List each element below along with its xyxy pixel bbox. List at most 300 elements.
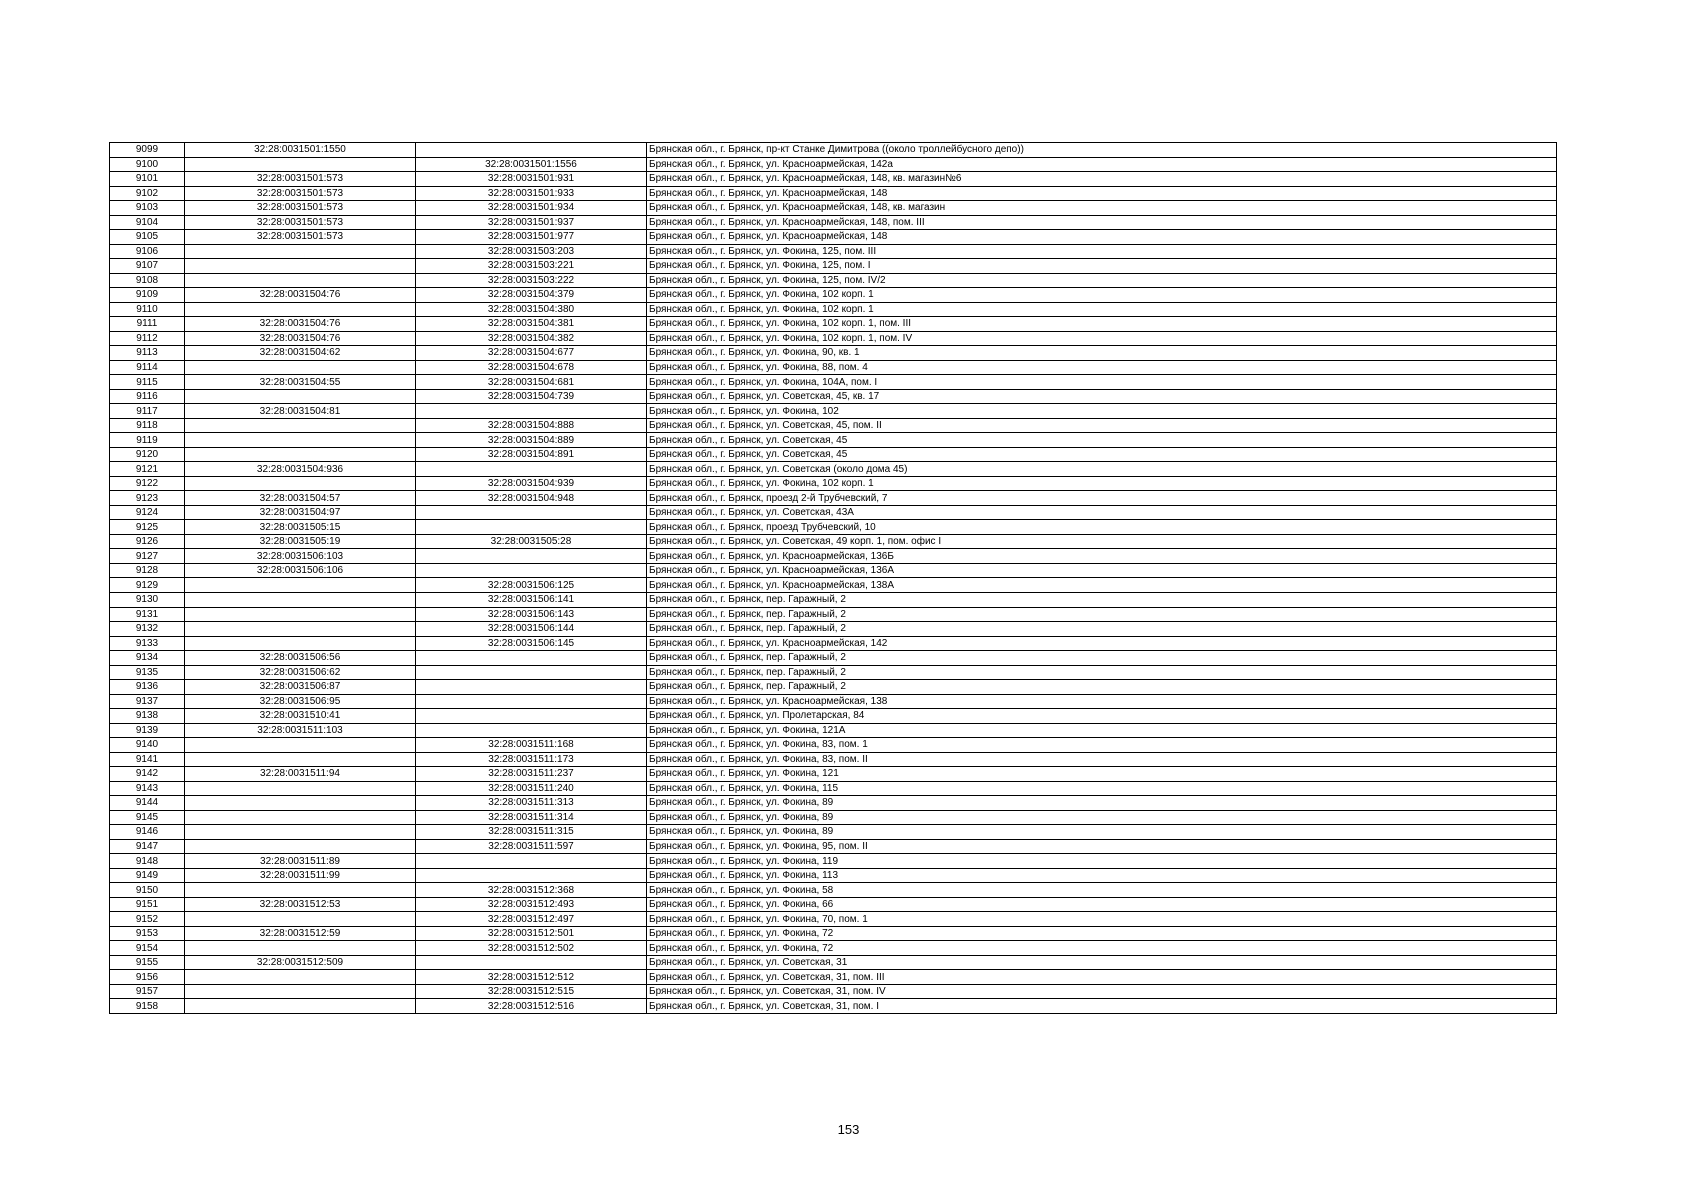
object-cadastral-number-cell: 32:28:0031504:939 <box>416 476 647 491</box>
address-cell: Брянская обл., г. Брянск, ул. Красноармейская, 138А <box>647 578 1557 593</box>
address-cell: Брянская обл., г. Брянск, ул. Фокина, 115 <box>647 781 1557 796</box>
object-cadastral-number-cell: 32:28:0031511:237 <box>416 767 647 782</box>
object-cadastral-number-cell: 32:28:0031504:891 <box>416 447 647 462</box>
table-row <box>110 331 1557 346</box>
object-cadastral-number-cell: 32:28:0031511:313 <box>416 796 647 811</box>
row-number-cell: 9100 <box>110 157 185 172</box>
table-row <box>110 433 1557 448</box>
cadastral-number-cell: 32:28:0031506:62 <box>185 665 416 680</box>
cadastral-number-cell: 32:28:0031504:76 <box>185 288 416 303</box>
object-cadastral-number-cell: 32:28:0031511:597 <box>416 839 647 854</box>
cadastral-number-cell: 32:28:0031501:573 <box>185 172 416 187</box>
object-cadastral-number-cell: 32:28:0031506:145 <box>416 636 647 651</box>
address-cell: Брянская обл., г. Брянск, ул. Советская, 45 <box>647 433 1557 448</box>
table-row <box>110 302 1557 317</box>
object-cadastral-number-cell: 32:28:0031512:497 <box>416 912 647 927</box>
row-number-cell: 9143 <box>110 781 185 796</box>
cadastral-number-cell <box>185 883 416 898</box>
row-number-cell: 9132 <box>110 622 185 637</box>
table-row <box>110 418 1557 433</box>
cadastral-number-cell: 32:28:0031512:59 <box>185 926 416 941</box>
row-number-cell: 9103 <box>110 201 185 216</box>
cadastral-number-cell <box>185 476 416 491</box>
row-number-cell: 9156 <box>110 970 185 985</box>
object-cadastral-number-cell: 32:28:0031504:677 <box>416 346 647 361</box>
cadastral-number-cell: 32:28:0031511:99 <box>185 868 416 883</box>
table-row <box>110 839 1557 854</box>
table-row <box>110 520 1557 535</box>
object-cadastral-number-cell: 32:28:0031512:516 <box>416 999 647 1014</box>
address-cell: Брянская обл., г. Брянск, ул. Фокина, 125, пом. IV/2 <box>647 273 1557 288</box>
address-cell: Брянская обл., г. Брянск, пер. Гаражный, 2 <box>647 607 1557 622</box>
table-row <box>110 810 1557 825</box>
table-row <box>110 694 1557 709</box>
cadastral-number-cell <box>185 433 416 448</box>
row-number-cell: 9133 <box>110 636 185 651</box>
object-cadastral-number-cell <box>416 723 647 738</box>
object-cadastral-number-cell <box>416 680 647 695</box>
cadastral-number-cell <box>185 607 416 622</box>
address-cell: Брянская обл., г. Брянск, ул. Советская, 49 корп. 1, пом. офис I <box>647 534 1557 549</box>
table-row <box>110 389 1557 404</box>
table-row <box>110 723 1557 738</box>
row-number-cell: 9144 <box>110 796 185 811</box>
address-cell: Брянская обл., г. Брянск, ул. Фокина, 102 корп. 1 <box>647 476 1557 491</box>
table-row <box>110 404 1557 419</box>
row-number-cell: 9129 <box>110 578 185 593</box>
object-cadastral-number-cell: 32:28:0031511:315 <box>416 825 647 840</box>
table-row <box>110 476 1557 491</box>
table-row <box>110 317 1557 332</box>
address-cell: Брянская обл., г. Брянск, пер. Гаражный, 2 <box>647 622 1557 637</box>
object-cadastral-number-cell: 32:28:0031504:382 <box>416 331 647 346</box>
object-cadastral-number-cell: 32:28:0031504:380 <box>416 302 647 317</box>
object-cadastral-number-cell: 32:28:0031501:1556 <box>416 157 647 172</box>
object-cadastral-number-cell <box>416 709 647 724</box>
address-cell: Брянская обл., г. Брянск, ул. Фокина, 66 <box>647 897 1557 912</box>
table-row <box>110 462 1557 477</box>
row-number-cell: 9141 <box>110 752 185 767</box>
cadastral-number-cell <box>185 912 416 927</box>
object-cadastral-number-cell: 32:28:0031501:977 <box>416 230 647 245</box>
object-cadastral-number-cell: 32:28:0031506:125 <box>416 578 647 593</box>
table-row <box>110 709 1557 724</box>
table-row <box>110 259 1557 274</box>
row-number-cell: 9102 <box>110 186 185 201</box>
cadastral-number-cell <box>185 244 416 259</box>
object-cadastral-number-cell: 32:28:0031512:368 <box>416 883 647 898</box>
row-number-cell: 9116 <box>110 389 185 404</box>
object-cadastral-number-cell <box>416 505 647 520</box>
table-row <box>110 897 1557 912</box>
cadastral-number-cell: 32:28:0031506:106 <box>185 563 416 578</box>
address-cell: Брянская обл., г. Брянск, проезд Трубчевский, 10 <box>647 520 1557 535</box>
cadastral-number-cell <box>185 810 416 825</box>
row-number-cell: 9150 <box>110 883 185 898</box>
address-cell: Брянская обл., г. Брянск, проезд 2-й Трубчевский, 7 <box>647 491 1557 506</box>
table-row <box>110 563 1557 578</box>
cadastral-number-cell: 32:28:0031510:41 <box>185 709 416 724</box>
address-cell: Брянская обл., г. Брянск, ул. Советская, 43А <box>647 505 1557 520</box>
address-cell: Брянская обл., г. Брянск, ул. Фокина, 70, пом. 1 <box>647 912 1557 927</box>
cadastral-number-cell: 32:28:0031501:573 <box>185 201 416 216</box>
table-row <box>110 186 1557 201</box>
object-cadastral-number-cell: 32:28:0031504:948 <box>416 491 647 506</box>
row-number-cell: 9155 <box>110 955 185 970</box>
row-number-cell: 9123 <box>110 491 185 506</box>
address-cell: Брянская обл., г. Брянск, ул. Фокина, 125, пом. I <box>647 259 1557 274</box>
cadastral-number-cell <box>185 984 416 999</box>
row-number-cell: 9130 <box>110 592 185 607</box>
address-cell: Брянская обл., г. Брянск, ул. Красноармейская, 138 <box>647 694 1557 709</box>
row-number-cell: 9137 <box>110 694 185 709</box>
row-number-cell: 9149 <box>110 868 185 883</box>
address-cell: Брянская обл., г. Брянск, ул. Красноармейская, 148, кв. магазин <box>647 201 1557 216</box>
row-number-cell: 9152 <box>110 912 185 927</box>
row-number-cell: 9139 <box>110 723 185 738</box>
row-number-cell: 9131 <box>110 607 185 622</box>
cadastral-number-cell <box>185 592 416 607</box>
address-cell: Брянская обл., г. Брянск, ул. Красноармейская, 148, пом. III <box>647 215 1557 230</box>
row-number-cell: 9151 <box>110 897 185 912</box>
row-number-cell: 9113 <box>110 346 185 361</box>
object-cadastral-number-cell <box>416 563 647 578</box>
cadastral-number-cell: 32:28:0031501:573 <box>185 186 416 201</box>
address-cell: Брянская обл., г. Брянск, ул. Советская, 45, пом. II <box>647 418 1557 433</box>
object-cadastral-number-cell: 32:28:0031504:888 <box>416 418 647 433</box>
cadastral-number-cell: 32:28:0031504:81 <box>185 404 416 419</box>
row-number-cell: 9111 <box>110 317 185 332</box>
object-cadastral-number-cell: 32:28:0031512:502 <box>416 941 647 956</box>
table-row <box>110 651 1557 666</box>
address-cell: Брянская обл., г. Брянск, ул. Красноармейская, 142 <box>647 636 1557 651</box>
table-row <box>110 926 1557 941</box>
address-cell: Брянская обл., г. Брянск, ул. Фокина, 104А, пом. I <box>647 375 1557 390</box>
address-cell: Брянская обл., г. Брянск, ул. Красноармейская, 142а <box>647 157 1557 172</box>
row-number-cell: 9127 <box>110 549 185 564</box>
object-cadastral-number-cell: 32:28:0031511:173 <box>416 752 647 767</box>
table-row <box>110 491 1557 506</box>
object-cadastral-number-cell: 32:28:0031504:678 <box>416 360 647 375</box>
table-row <box>110 273 1557 288</box>
object-cadastral-number-cell: 32:28:0031512:515 <box>416 984 647 999</box>
address-cell: Брянская обл., г. Брянск, ул. Фокина, 121 <box>647 767 1557 782</box>
object-cadastral-number-cell: 32:28:0031512:501 <box>416 926 647 941</box>
table-row <box>110 201 1557 216</box>
cadastral-number-cell: 32:28:0031504:76 <box>185 331 416 346</box>
row-number-cell: 9138 <box>110 709 185 724</box>
cadastral-number-cell: 32:28:0031504:55 <box>185 375 416 390</box>
cadastral-number-cell <box>185 738 416 753</box>
object-cadastral-number-cell: 32:28:0031511:168 <box>416 738 647 753</box>
table-row <box>110 665 1557 680</box>
address-cell: Брянская обл., г. Брянск, ул. Советская, 45, кв. 17 <box>647 389 1557 404</box>
cadastral-number-cell: 32:28:0031501:1550 <box>185 143 416 158</box>
row-number-cell: 9140 <box>110 738 185 753</box>
address-cell: Брянская обл., г. Брянск, ул. Фокина, 102 корп. 1 <box>647 288 1557 303</box>
table-row <box>110 607 1557 622</box>
cadastral-number-cell: 32:28:0031511:103 <box>185 723 416 738</box>
table-row <box>110 230 1557 245</box>
row-number-cell: 9107 <box>110 259 185 274</box>
cadastral-number-cell <box>185 796 416 811</box>
row-number-cell: 9126 <box>110 534 185 549</box>
row-number-cell: 9142 <box>110 767 185 782</box>
registry-table-body <box>110 143 1557 1014</box>
address-cell: Брянская обл., г. Брянск, ул. Пролетарская, 84 <box>647 709 1557 724</box>
row-number-cell: 9117 <box>110 404 185 419</box>
address-cell: Брянская обл., г. Брянск, пер. Гаражный, 2 <box>647 592 1557 607</box>
address-cell: Брянская обл., г. Брянск, ул. Фокина, 125, пом. III <box>647 244 1557 259</box>
table-row <box>110 143 1557 158</box>
address-cell: Брянская обл., г. Брянск, ул. Фокина, 89 <box>647 825 1557 840</box>
row-number-cell: 9124 <box>110 505 185 520</box>
table-row <box>110 941 1557 956</box>
table-row <box>110 534 1557 549</box>
cadastral-number-cell <box>185 970 416 985</box>
address-cell: Брянская обл., г. Брянск, ул. Фокина, 72 <box>647 926 1557 941</box>
cadastral-number-cell <box>185 157 416 172</box>
cadastral-number-cell <box>185 636 416 651</box>
row-number-cell: 9125 <box>110 520 185 535</box>
object-cadastral-number-cell: 32:28:0031503:221 <box>416 259 647 274</box>
row-number-cell: 9122 <box>110 476 185 491</box>
object-cadastral-number-cell <box>416 694 647 709</box>
row-number-cell: 9158 <box>110 999 185 1014</box>
address-cell: Брянская обл., г. Брянск, ул. Советская, 31, пом. III <box>647 970 1557 985</box>
page-number: 153 <box>837 1122 860 1137</box>
cadastral-number-cell <box>185 781 416 796</box>
cadastral-number-cell <box>185 447 416 462</box>
cadastral-number-cell: 32:28:0031504:62 <box>185 346 416 361</box>
address-cell: Брянская обл., г. Брянск, ул. Фокина, 83, пом. 1 <box>647 738 1557 753</box>
table-row <box>110 883 1557 898</box>
address-cell: Брянская обл., г. Брянск, ул. Фокина, 102 корп. 1, пом. III <box>647 317 1557 332</box>
row-number-cell: 9135 <box>110 665 185 680</box>
object-cadastral-number-cell: 32:28:0031511:314 <box>416 810 647 825</box>
object-cadastral-number-cell: 32:28:0031512:512 <box>416 970 647 985</box>
object-cadastral-number-cell: 32:28:0031506:141 <box>416 592 647 607</box>
address-cell: Брянская обл., г. Брянск, ул. Фокина, 102 корп. 1 <box>647 302 1557 317</box>
table-row <box>110 970 1557 985</box>
object-cadastral-number-cell: 32:28:0031511:240 <box>416 781 647 796</box>
object-cadastral-number-cell: 32:28:0031503:203 <box>416 244 647 259</box>
cadastral-number-cell: 32:28:0031505:19 <box>185 534 416 549</box>
address-cell: Брянская обл., г. Брянск, ул. Красноармейская, 136А <box>647 563 1557 578</box>
cadastral-number-cell <box>185 622 416 637</box>
object-cadastral-number-cell: 32:28:0031504:379 <box>416 288 647 303</box>
cadastral-number-cell <box>185 273 416 288</box>
address-cell: Брянская обл., г. Брянск, ул. Фокина, 89 <box>647 796 1557 811</box>
object-cadastral-number-cell: 32:28:0031501:933 <box>416 186 647 201</box>
object-cadastral-number-cell <box>416 143 647 158</box>
address-cell: Брянская обл., г. Брянск, ул. Фокина, 58 <box>647 883 1557 898</box>
cadastral-number-cell <box>185 418 416 433</box>
table-row <box>110 172 1557 187</box>
table-row <box>110 157 1557 172</box>
address-cell: Брянская обл., г. Брянск, ул. Советская, 31, пом. I <box>647 999 1557 1014</box>
cadastral-number-cell: 32:28:0031506:95 <box>185 694 416 709</box>
cadastral-number-cell: 32:28:0031511:94 <box>185 767 416 782</box>
row-number-cell: 9146 <box>110 825 185 840</box>
cadastral-number-cell: 32:28:0031512:509 <box>185 955 416 970</box>
address-cell: Брянская обл., г. Брянск, ул. Фокина, 121А <box>647 723 1557 738</box>
row-number-cell: 9110 <box>110 302 185 317</box>
object-cadastral-number-cell: 32:28:0031501:934 <box>416 201 647 216</box>
row-number-cell: 9147 <box>110 839 185 854</box>
row-number-cell: 9104 <box>110 215 185 230</box>
object-cadastral-number-cell <box>416 854 647 869</box>
address-cell: Брянская обл., г. Брянск, ул. Красноармейская, 148 <box>647 186 1557 201</box>
address-cell: Брянская обл., г. Брянск, ул. Фокина, 88, пом. 4 <box>647 360 1557 375</box>
address-cell: Брянская обл., г. Брянск, ул. Советская, 31, пом. IV <box>647 984 1557 999</box>
cadastral-number-cell <box>185 259 416 274</box>
table-row <box>110 680 1557 695</box>
row-number-cell: 9109 <box>110 288 185 303</box>
row-number-cell: 9114 <box>110 360 185 375</box>
row-number-cell: 9120 <box>110 447 185 462</box>
row-number-cell: 9128 <box>110 563 185 578</box>
row-number-cell: 9153 <box>110 926 185 941</box>
cadastral-number-cell: 32:28:0031504:76 <box>185 317 416 332</box>
row-number-cell: 9154 <box>110 941 185 956</box>
object-cadastral-number-cell: 32:28:0031505:28 <box>416 534 647 549</box>
address-cell: Брянская обл., г. Брянск, ул. Фокина, 72 <box>647 941 1557 956</box>
row-number-cell: 9108 <box>110 273 185 288</box>
row-number-cell: 9136 <box>110 680 185 695</box>
table-row <box>110 578 1557 593</box>
table-row <box>110 447 1557 462</box>
row-number-cell: 9112 <box>110 331 185 346</box>
row-number-cell: 9119 <box>110 433 185 448</box>
table-row <box>110 825 1557 840</box>
cadastral-number-cell <box>185 578 416 593</box>
address-cell: Брянская обл., г. Брянск, ул. Фокина, 95, пом. II <box>647 839 1557 854</box>
cadastral-number-cell <box>185 360 416 375</box>
table-row <box>110 999 1557 1014</box>
row-number-cell: 9106 <box>110 244 185 259</box>
table-row <box>110 622 1557 637</box>
cadastral-number-cell <box>185 302 416 317</box>
address-cell: Брянская обл., г. Брянск, пер. Гаражный, 2 <box>647 665 1557 680</box>
cadastral-number-cell: 32:28:0031504:936 <box>185 462 416 477</box>
object-cadastral-number-cell <box>416 462 647 477</box>
table-row <box>110 796 1557 811</box>
row-number-cell: 9145 <box>110 810 185 825</box>
cadastral-number-cell <box>185 752 416 767</box>
object-cadastral-number-cell <box>416 955 647 970</box>
row-number-cell: 9101 <box>110 172 185 187</box>
cadastral-number-cell: 32:28:0031512:53 <box>185 897 416 912</box>
object-cadastral-number-cell: 32:28:0031501:937 <box>416 215 647 230</box>
table-row <box>110 215 1557 230</box>
address-cell: Брянская обл., г. Брянск, ул. Красноармейская, 148 <box>647 230 1557 245</box>
object-cadastral-number-cell <box>416 520 647 535</box>
table-row <box>110 636 1557 651</box>
table-row <box>110 360 1557 375</box>
address-cell: Брянская обл., г. Брянск, ул. Фокина, 83, пом. II <box>647 752 1557 767</box>
cadastral-number-cell: 32:28:0031506:56 <box>185 651 416 666</box>
object-cadastral-number-cell <box>416 651 647 666</box>
object-cadastral-number-cell <box>416 665 647 680</box>
table-row <box>110 781 1557 796</box>
cadastral-number-cell <box>185 839 416 854</box>
object-cadastral-number-cell: 32:28:0031504:739 <box>416 389 647 404</box>
address-cell: Брянская обл., г. Брянск, ул. Фокина, 113 <box>647 868 1557 883</box>
cadastral-number-cell: 32:28:0031505:15 <box>185 520 416 535</box>
row-number-cell: 9099 <box>110 143 185 158</box>
table-row <box>110 912 1557 927</box>
table-row <box>110 244 1557 259</box>
address-cell: Брянская обл., г. Брянск, пер. Гаражный, 2 <box>647 680 1557 695</box>
cadastral-number-cell <box>185 389 416 404</box>
cadastral-number-cell: 32:28:0031511:89 <box>185 854 416 869</box>
address-cell: Брянская обл., г. Брянск, пр-кт Станке Димитрова ((около троллейбусного депо)) <box>647 143 1557 158</box>
object-cadastral-number-cell: 32:28:0031504:681 <box>416 375 647 390</box>
table-row <box>110 505 1557 520</box>
row-number-cell: 9105 <box>110 230 185 245</box>
table-row <box>110 868 1557 883</box>
address-cell: Брянская обл., г. Брянск, ул. Советская (около дома 45) <box>647 462 1557 477</box>
cadastral-number-cell: 32:28:0031501:573 <box>185 230 416 245</box>
table-row <box>110 549 1557 564</box>
address-cell: Брянская обл., г. Брянск, ул. Красноармейская, 148, кв. магазин№6 <box>647 172 1557 187</box>
object-cadastral-number-cell: 32:28:0031501:931 <box>416 172 647 187</box>
address-cell: Брянская обл., г. Брянск, пер. Гаражный, 2 <box>647 651 1557 666</box>
object-cadastral-number-cell: 32:28:0031512:493 <box>416 897 647 912</box>
table-row <box>110 346 1557 361</box>
cadastral-number-cell <box>185 941 416 956</box>
cadastral-number-cell <box>185 825 416 840</box>
object-cadastral-number-cell <box>416 549 647 564</box>
address-cell: Брянская обл., г. Брянск, ул. Советская, 45 <box>647 447 1557 462</box>
cadastral-number-cell: 32:28:0031504:97 <box>185 505 416 520</box>
object-cadastral-number-cell: 32:28:0031506:144 <box>416 622 647 637</box>
address-cell: Брянская обл., г. Брянск, ул. Фокина, 102 <box>647 404 1557 419</box>
cadastral-number-cell <box>185 999 416 1014</box>
address-cell: Брянская обл., г. Брянск, ул. Советская, 31 <box>647 955 1557 970</box>
object-cadastral-number-cell: 32:28:0031504:381 <box>416 317 647 332</box>
table-row <box>110 767 1557 782</box>
row-number-cell: 9148 <box>110 854 185 869</box>
table-row <box>110 738 1557 753</box>
object-cadastral-number-cell: 32:28:0031503:222 <box>416 273 647 288</box>
object-cadastral-number-cell <box>416 868 647 883</box>
object-cadastral-number-cell <box>416 404 647 419</box>
table-row <box>110 854 1557 869</box>
address-cell: Брянская обл., г. Брянск, ул. Красноармейская, 136Б <box>647 549 1557 564</box>
table-row <box>110 288 1557 303</box>
address-cell: Брянская обл., г. Брянск, ул. Фокина, 90, кв. 1 <box>647 346 1557 361</box>
address-cell: Брянская обл., г. Брянск, ул. Фокина, 102 корп. 1, пом. IV <box>647 331 1557 346</box>
object-cadastral-number-cell: 32:28:0031506:143 <box>416 607 647 622</box>
address-cell: Брянская обл., г. Брянск, ул. Фокина, 119 <box>647 854 1557 869</box>
cadastral-number-cell: 32:28:0031504:57 <box>185 491 416 506</box>
table-row <box>110 592 1557 607</box>
registry-table <box>109 142 1557 1014</box>
row-number-cell: 9134 <box>110 651 185 666</box>
row-number-cell: 9157 <box>110 984 185 999</box>
row-number-cell: 9115 <box>110 375 185 390</box>
table-row <box>110 955 1557 970</box>
address-cell: Брянская обл., г. Брянск, ул. Фокина, 89 <box>647 810 1557 825</box>
table-row <box>110 375 1557 390</box>
object-cadastral-number-cell: 32:28:0031504:889 <box>416 433 647 448</box>
row-number-cell: 9121 <box>110 462 185 477</box>
cadastral-number-cell: 32:28:0031506:87 <box>185 680 416 695</box>
cadastral-number-cell: 32:28:0031501:573 <box>185 215 416 230</box>
table-row <box>110 984 1557 999</box>
